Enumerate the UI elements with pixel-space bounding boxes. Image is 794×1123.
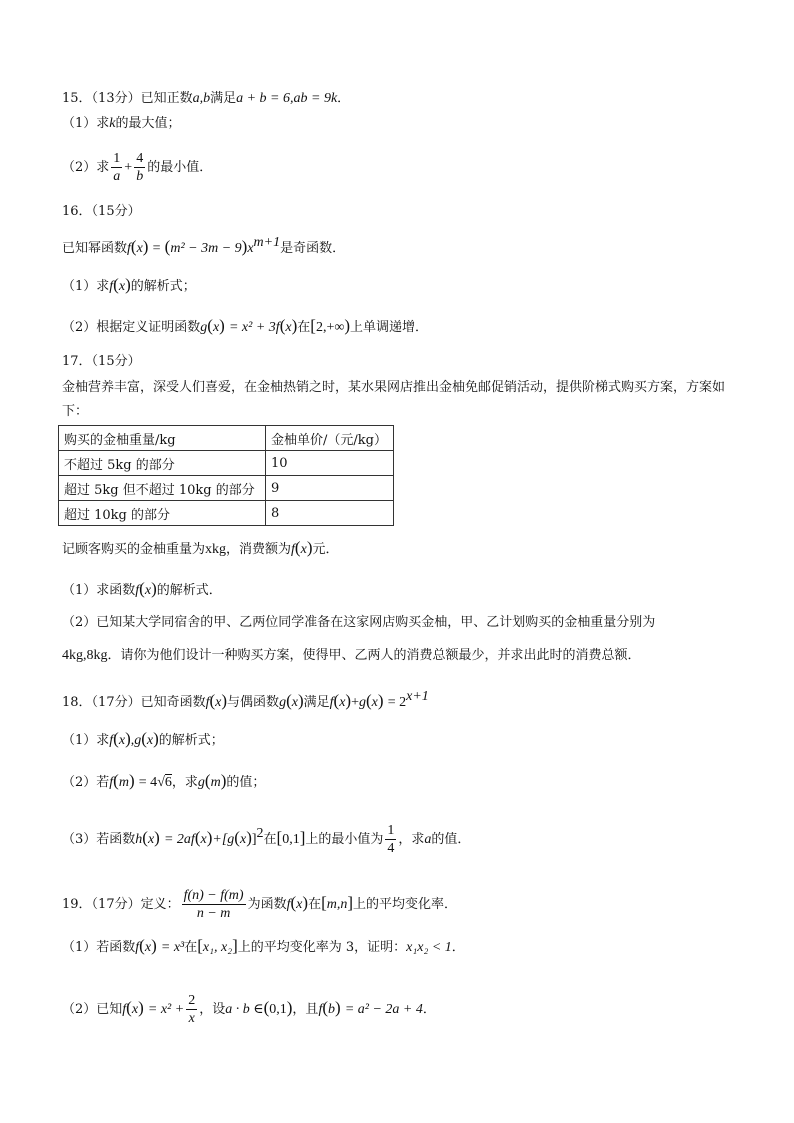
q18-part1: （1）求f(x),g(x)的解析式； xyxy=(62,729,224,748)
fraction-2-over-x: $\frac{2}{x}$ xyxy=(188,993,196,1026)
fraction-4-over-b: $\frac{4}{b}$ xyxy=(136,151,144,184)
fraction-1-over-4: $\frac{1}{4}$ xyxy=(387,823,395,856)
q16-header: 16．（15分） xyxy=(62,204,141,219)
q19-part2: （2）已知f(x) = x² + $\frac{2}{x}$ ，设a · b ∈(0,1)，且f(b) = a² − 2a + 4． xyxy=(62,993,436,1026)
q16-statement: 已知幂函数$f(x) = (m^2 - 3m - 9)x^{m+1}$是奇函数． xyxy=(62,235,346,256)
table-cell: 超过 10kg 的部分 xyxy=(59,501,266,526)
q18-part3: （3）若函数$h(x) = 2af(x)+[g(x)]^2$在[0,1]上的最小值为 $\frac{1}{4}$ ，求a的值． xyxy=(62,823,471,856)
q19-part1: （1）若函数f(x) = x³在[x₁, x₂]上的平均变化率为 3，证明：x₁x₂ < 1． xyxy=(62,936,465,955)
table-cell: 超过 5kg 但不超过 10kg 的部分 xyxy=(59,476,266,501)
q18-header: 18．（17分）已知奇函数f(x)与偶函数g(x)满足$f(x)+g(x) = 2^{x+1}$ xyxy=(62,689,429,710)
fraction-1-over-a: $\frac{1}{a}$ xyxy=(113,151,121,184)
q15-header: 15．（13分）已知正数a,b满足a + b = 6,ab = 9k． xyxy=(62,91,351,106)
q16-part2: （2）根据定义证明函数g(x) = x² + 3f(x)在[2,+∞)上单调递增． xyxy=(62,316,429,335)
table-cell: 8 xyxy=(266,501,394,526)
table-cell: 10 xyxy=(266,451,394,476)
table-header: 购买的金柚重量/kg xyxy=(59,426,266,451)
q15-part2: （2）求 $\frac{1}{a}$ + $\frac{4}{b}$ 的最小值． xyxy=(62,151,213,184)
sqrt-symbol: √ xyxy=(157,775,165,790)
q15-part1: （1）求k的最大值； xyxy=(62,116,181,131)
q19-header: 19．（17分）定义： $\frac{f(n) - f(m)}{n - m}$ 为函数f(x)在[m,n]上的平均变化率． xyxy=(62,888,458,921)
q17-note: 记顾客购买的金柚重量为xkg，消费额为f(x)元． xyxy=(62,538,339,557)
average-rate-fraction: $\frac{f(n) - f(m)}{n - m}$ xyxy=(183,888,244,921)
table-row xyxy=(59,451,394,476)
q16-part1: （1）求f(x)的解析式； xyxy=(62,275,196,294)
table-cell: 不超过 5kg 的部分 xyxy=(59,451,266,476)
table-header: 金柚单价/（元/kg） xyxy=(266,426,394,451)
table-header-row xyxy=(59,426,394,451)
q17-part2-line1: （2）已知某大学同宿舍的甲、乙两位同学准备在这家网店购买金柚，甲、乙计划购买的金柚重量分别为 xyxy=(62,615,656,630)
q17-intro: 金柚营养丰富，深受人们喜爱，在金柚热销之时，某水果网店推出金柚免邮促销活动，提供阶梯式购买方案，方案如下： xyxy=(62,380,726,419)
q17-part2-line2: 4kg,8kg．请你为他们设计一种购买方案，使得甲、乙两人的消费总额最少，并求出此时的消费总额． xyxy=(62,648,641,663)
price-table xyxy=(58,425,394,526)
table-row xyxy=(59,501,394,526)
table-row xyxy=(59,476,394,501)
table-cell: 9 xyxy=(266,476,394,501)
q18-part2: （2）若f(m) = 4√6，求g(m)的值； xyxy=(62,771,266,790)
q17-header: 17．（15分） xyxy=(62,354,141,369)
q17-part1: （1）求函数f(x)的解析式． xyxy=(62,579,222,598)
